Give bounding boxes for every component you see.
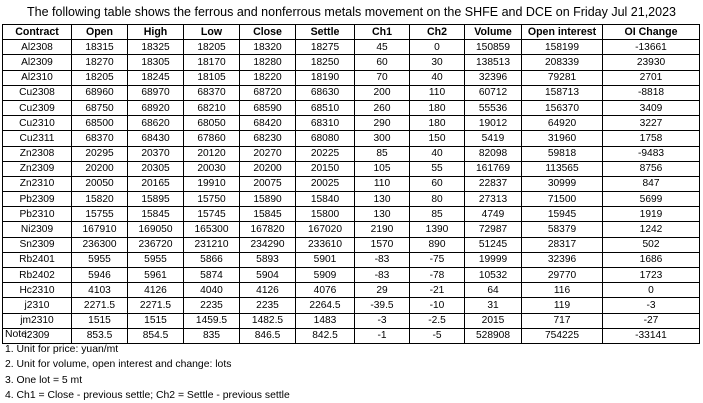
cell-oi-change: 23930 [603, 55, 700, 70]
cell-settle: 4076 [296, 283, 355, 298]
cell-high: 15845 [128, 207, 184, 222]
cell-close: 15890 [240, 192, 296, 207]
cell-high: 5955 [128, 252, 184, 267]
table-row [3, 70, 700, 85]
cell-close: 2235 [240, 298, 296, 313]
cell-high: 18305 [128, 55, 184, 70]
cell-high: 68920 [128, 100, 184, 115]
cell-volume: 51245 [465, 237, 522, 252]
metals-table [2, 24, 700, 344]
cell-volume: 60712 [465, 85, 522, 100]
cell-open: 15820 [72, 192, 128, 207]
cell-low: 5874 [184, 268, 240, 283]
cell-contract: jm2310 [3, 313, 72, 328]
cell-open-interest: 32396 [522, 252, 603, 267]
cell-open-interest: 208339 [522, 55, 603, 70]
cell-open-interest: 28317 [522, 237, 603, 252]
cell-close: 4126 [240, 283, 296, 298]
column-header-volume: Volume [465, 25, 522, 40]
cell-volume: 19999 [465, 252, 522, 267]
cell-low: 18170 [184, 55, 240, 70]
cell-close: 68590 [240, 100, 296, 115]
cell-oi-change: 3227 [603, 116, 700, 131]
cell-settle: 20150 [296, 161, 355, 176]
cell-low: 1459.5 [184, 313, 240, 328]
cell-ch2: 40 [410, 146, 465, 161]
table-row [3, 176, 700, 191]
cell-settle: 1483 [296, 313, 355, 328]
cell-low: 165300 [184, 222, 240, 237]
cell-contract: Sn2309 [3, 237, 72, 252]
notes [5, 327, 290, 403]
cell-ch1: 300 [355, 131, 410, 146]
cell-ch1: -3 [355, 313, 410, 328]
page-title: The following table shows the ferrous and nonferrous metals movement on the SHFE and DCE on Friday Jul 21,2023 [27, 5, 676, 19]
cell-open: 5946 [72, 268, 128, 283]
notes-heading: Note: [5, 329, 30, 340]
cell-open: 20295 [72, 146, 128, 161]
table-row [3, 252, 700, 267]
table-header-row [3, 25, 700, 40]
cell-low: 68050 [184, 116, 240, 131]
cell-high: 18325 [128, 40, 184, 55]
cell-contract: Al2309 [3, 55, 72, 70]
cell-open-interest: 158199 [522, 40, 603, 55]
cell-open-interest: 71500 [522, 192, 603, 207]
cell-ch2: 110 [410, 85, 465, 100]
cell-ch1: 70 [355, 70, 410, 85]
cell-contract: Pb2309 [3, 192, 72, 207]
cell-settle: 167020 [296, 222, 355, 237]
cell-open-interest: 116 [522, 283, 603, 298]
cell-open: 68750 [72, 100, 128, 115]
cell-high: 68620 [128, 116, 184, 131]
cell-close: 20075 [240, 176, 296, 191]
cell-oi-change: 1686 [603, 252, 700, 267]
cell-contract: i2309 [3, 328, 72, 343]
cell-ch1: 29 [355, 283, 410, 298]
table-body [3, 40, 700, 344]
cell-settle: 15840 [296, 192, 355, 207]
cell-low: 68370 [184, 85, 240, 100]
cell-low: 15745 [184, 207, 240, 222]
table-row [3, 146, 700, 161]
cell-volume: 32396 [465, 70, 522, 85]
cell-ch2: 890 [410, 237, 465, 252]
cell-close: 15845 [240, 207, 296, 222]
cell-settle: 5901 [296, 252, 355, 267]
cell-oi-change: 1242 [603, 222, 700, 237]
note-item: 1. Unit for price: yuan/mt [5, 344, 119, 356]
cell-contract: Zn2309 [3, 161, 72, 176]
cell-high: 68970 [128, 85, 184, 100]
cell-high: 18245 [128, 70, 184, 85]
cell-ch2: -2.5 [410, 313, 465, 328]
cell-contract: Cu2310 [3, 116, 72, 131]
cell-volume: 55536 [465, 100, 522, 115]
cell-low: 4040 [184, 283, 240, 298]
cell-ch2: 180 [410, 100, 465, 115]
cell-settle: 842.5 [296, 328, 355, 343]
table-row [3, 283, 700, 298]
cell-contract: Zn2308 [3, 146, 72, 161]
cell-low: 19910 [184, 176, 240, 191]
table-row [3, 131, 700, 146]
cell-high: 5961 [128, 268, 184, 283]
column-header-high: High [128, 25, 184, 40]
cell-oi-change: 1758 [603, 131, 700, 146]
cell-low: 835 [184, 328, 240, 343]
cell-open: 167910 [72, 222, 128, 237]
cell-ch1: 110 [355, 176, 410, 191]
cell-settle: 20225 [296, 146, 355, 161]
cell-low: 67860 [184, 131, 240, 146]
cell-close: 68230 [240, 131, 296, 146]
cell-open-interest: 58379 [522, 222, 603, 237]
cell-open: 2271.5 [72, 298, 128, 313]
cell-ch1: 60 [355, 55, 410, 70]
cell-ch2: 60 [410, 176, 465, 191]
cell-oi-change: 5699 [603, 192, 700, 207]
cell-settle: 68510 [296, 100, 355, 115]
cell-ch2: 55 [410, 161, 465, 176]
cell-ch2: -75 [410, 252, 465, 267]
cell-open-interest: 119 [522, 298, 603, 313]
column-header-oi-change: OI Change [603, 25, 700, 40]
column-header-contract: Contract [3, 25, 72, 40]
cell-oi-change: 8756 [603, 161, 700, 176]
cell-open: 236300 [72, 237, 128, 252]
cell-ch1: 130 [355, 192, 410, 207]
cell-contract: Cu2311 [3, 131, 72, 146]
cell-volume: 22837 [465, 176, 522, 191]
cell-close: 234290 [240, 237, 296, 252]
cell-oi-change: 1723 [603, 268, 700, 283]
cell-ch2: 30 [410, 55, 465, 70]
cell-settle: 18190 [296, 70, 355, 85]
cell-oi-change: 1919 [603, 207, 700, 222]
cell-open: 15755 [72, 207, 128, 222]
cell-open: 1515 [72, 313, 128, 328]
cell-close: 167820 [240, 222, 296, 237]
cell-open: 68370 [72, 131, 128, 146]
cell-open-interest: 113565 [522, 161, 603, 176]
cell-oi-change: 2701 [603, 70, 700, 85]
cell-oi-change: -27 [603, 313, 700, 328]
cell-close: 18220 [240, 70, 296, 85]
cell-close: 18280 [240, 55, 296, 70]
cell-contract: Al2308 [3, 40, 72, 55]
cell-settle: 68630 [296, 85, 355, 100]
cell-ch1: 45 [355, 40, 410, 55]
cell-contract: Cu2309 [3, 100, 72, 115]
column-header-settle: Settle [296, 25, 355, 40]
cell-close: 68420 [240, 116, 296, 131]
cell-open-interest: 156370 [522, 100, 603, 115]
cell-open-interest: 29770 [522, 268, 603, 283]
cell-open: 5955 [72, 252, 128, 267]
cell-contract: Cu2308 [3, 85, 72, 100]
cell-ch1: 2190 [355, 222, 410, 237]
cell-high: 854.5 [128, 328, 184, 343]
cell-low: 18205 [184, 40, 240, 55]
cell-oi-change: 502 [603, 237, 700, 252]
cell-low: 5866 [184, 252, 240, 267]
cell-low: 15750 [184, 192, 240, 207]
cell-ch1: 105 [355, 161, 410, 176]
table-row [3, 237, 700, 252]
cell-ch1: 200 [355, 85, 410, 100]
cell-ch2: 80 [410, 192, 465, 207]
table-row [3, 207, 700, 222]
cell-volume: 31 [465, 298, 522, 313]
cell-oi-change: -9483 [603, 146, 700, 161]
cell-open: 18205 [72, 70, 128, 85]
cell-low: 68210 [184, 100, 240, 115]
cell-ch2: -21 [410, 283, 465, 298]
cell-contract: Ni2309 [3, 222, 72, 237]
cell-oi-change: -33141 [603, 328, 700, 343]
cell-high: 1515 [128, 313, 184, 328]
cell-close: 5893 [240, 252, 296, 267]
table-row [3, 55, 700, 70]
cell-close: 1482.5 [240, 313, 296, 328]
cell-low: 231210 [184, 237, 240, 252]
cell-open-interest: 15945 [522, 207, 603, 222]
cell-open: 20050 [72, 176, 128, 191]
cell-oi-change: -8818 [603, 85, 700, 100]
cell-ch1: -83 [355, 268, 410, 283]
cell-ch2: 85 [410, 207, 465, 222]
cell-volume: 150859 [465, 40, 522, 55]
cell-open: 18270 [72, 55, 128, 70]
cell-high: 4126 [128, 283, 184, 298]
cell-open-interest: 64920 [522, 116, 603, 131]
cell-volume: 82098 [465, 146, 522, 161]
cell-open-interest: 717 [522, 313, 603, 328]
cell-high: 20305 [128, 161, 184, 176]
cell-high: 20165 [128, 176, 184, 191]
cell-low: 20120 [184, 146, 240, 161]
column-header-close: Close [240, 25, 296, 40]
cell-ch1: 85 [355, 146, 410, 161]
cell-open: 18315 [72, 40, 128, 55]
cell-settle: 15800 [296, 207, 355, 222]
cell-contract: Al2310 [3, 70, 72, 85]
cell-volume: 5419 [465, 131, 522, 146]
cell-close: 5904 [240, 268, 296, 283]
column-header-ch1: Ch1 [355, 25, 410, 40]
note-item: 4. Ch1 = Close - previous settle; Ch2 = Settle - previous settle [5, 389, 290, 401]
cell-open-interest: 158713 [522, 85, 603, 100]
cell-open: 4103 [72, 283, 128, 298]
cell-volume: 64 [465, 283, 522, 298]
cell-contract: Zn2310 [3, 176, 72, 191]
cell-open: 853.5 [72, 328, 128, 343]
cell-close: 846.5 [240, 328, 296, 343]
cell-settle: 18275 [296, 40, 355, 55]
cell-volume: 19012 [465, 116, 522, 131]
cell-ch1: 290 [355, 116, 410, 131]
cell-open-interest: 79281 [522, 70, 603, 85]
cell-low: 2235 [184, 298, 240, 313]
cell-volume: 161769 [465, 161, 522, 176]
table-row [3, 85, 700, 100]
table-row [3, 298, 700, 313]
cell-low: 20030 [184, 161, 240, 176]
cell-close: 20270 [240, 146, 296, 161]
cell-settle: 5909 [296, 268, 355, 283]
cell-ch2: -78 [410, 268, 465, 283]
cell-open-interest: 59818 [522, 146, 603, 161]
cell-high: 2271.5 [128, 298, 184, 313]
cell-volume: 138513 [465, 55, 522, 70]
cell-volume: 72987 [465, 222, 522, 237]
cell-ch2: 1390 [410, 222, 465, 237]
note-item: 3. One lot = 5 mt [5, 374, 83, 386]
cell-high: 20370 [128, 146, 184, 161]
cell-settle: 20025 [296, 176, 355, 191]
cell-settle: 18250 [296, 55, 355, 70]
cell-settle: 68310 [296, 116, 355, 131]
table-row [3, 313, 700, 328]
table-row [3, 116, 700, 131]
cell-volume: 27313 [465, 192, 522, 207]
cell-ch1: -83 [355, 252, 410, 267]
cell-open-interest: 31960 [522, 131, 603, 146]
cell-oi-change: -3 [603, 298, 700, 313]
cell-settle: 68080 [296, 131, 355, 146]
cell-settle: 2264.5 [296, 298, 355, 313]
cell-oi-change: -13661 [603, 40, 700, 55]
cell-ch1: 260 [355, 100, 410, 115]
table-row [3, 268, 700, 283]
column-header-ch2: Ch2 [410, 25, 465, 40]
cell-high: 169050 [128, 222, 184, 237]
cell-high: 236720 [128, 237, 184, 252]
column-header-open-interest: Open interest [522, 25, 603, 40]
cell-ch1: 130 [355, 207, 410, 222]
cell-contract: Pb2310 [3, 207, 72, 222]
cell-open-interest: 754225 [522, 328, 603, 343]
cell-high: 68430 [128, 131, 184, 146]
cell-ch2: 150 [410, 131, 465, 146]
cell-close: 68720 [240, 85, 296, 100]
cell-close: 18320 [240, 40, 296, 55]
table-row [3, 222, 700, 237]
cell-volume: 528908 [465, 328, 522, 343]
cell-ch2: 0 [410, 40, 465, 55]
cell-ch1: -39.5 [355, 298, 410, 313]
note-item: 2. Unit for volume, open interest and change: lots [5, 359, 232, 371]
table-row [3, 161, 700, 176]
column-header-low: Low [184, 25, 240, 40]
cell-ch2: -5 [410, 328, 465, 343]
cell-ch2: 40 [410, 70, 465, 85]
cell-contract: j2310 [3, 298, 72, 313]
cell-low: 18105 [184, 70, 240, 85]
cell-volume: 4749 [465, 207, 522, 222]
cell-oi-change: 3409 [603, 100, 700, 115]
cell-volume: 10532 [465, 268, 522, 283]
cell-high: 15895 [128, 192, 184, 207]
cell-ch2: 180 [410, 116, 465, 131]
cell-contract: Rb2401 [3, 252, 72, 267]
cell-oi-change: 847 [603, 176, 700, 191]
cell-ch1: -1 [355, 328, 410, 343]
cell-open: 68960 [72, 85, 128, 100]
cell-open: 68500 [72, 116, 128, 131]
cell-open: 20200 [72, 161, 128, 176]
column-header-open: Open [72, 25, 128, 40]
cell-open-interest: 30999 [522, 176, 603, 191]
table-row [3, 100, 700, 115]
cell-close: 20200 [240, 161, 296, 176]
cell-ch2: -10 [410, 298, 465, 313]
cell-contract: Hc2310 [3, 283, 72, 298]
cell-oi-change: 0 [603, 283, 700, 298]
table-row [3, 192, 700, 207]
cell-settle: 233610 [296, 237, 355, 252]
cell-ch1: 1570 [355, 237, 410, 252]
table-row [3, 40, 700, 55]
cell-contract: Rb2402 [3, 268, 72, 283]
cell-volume: 2015 [465, 313, 522, 328]
